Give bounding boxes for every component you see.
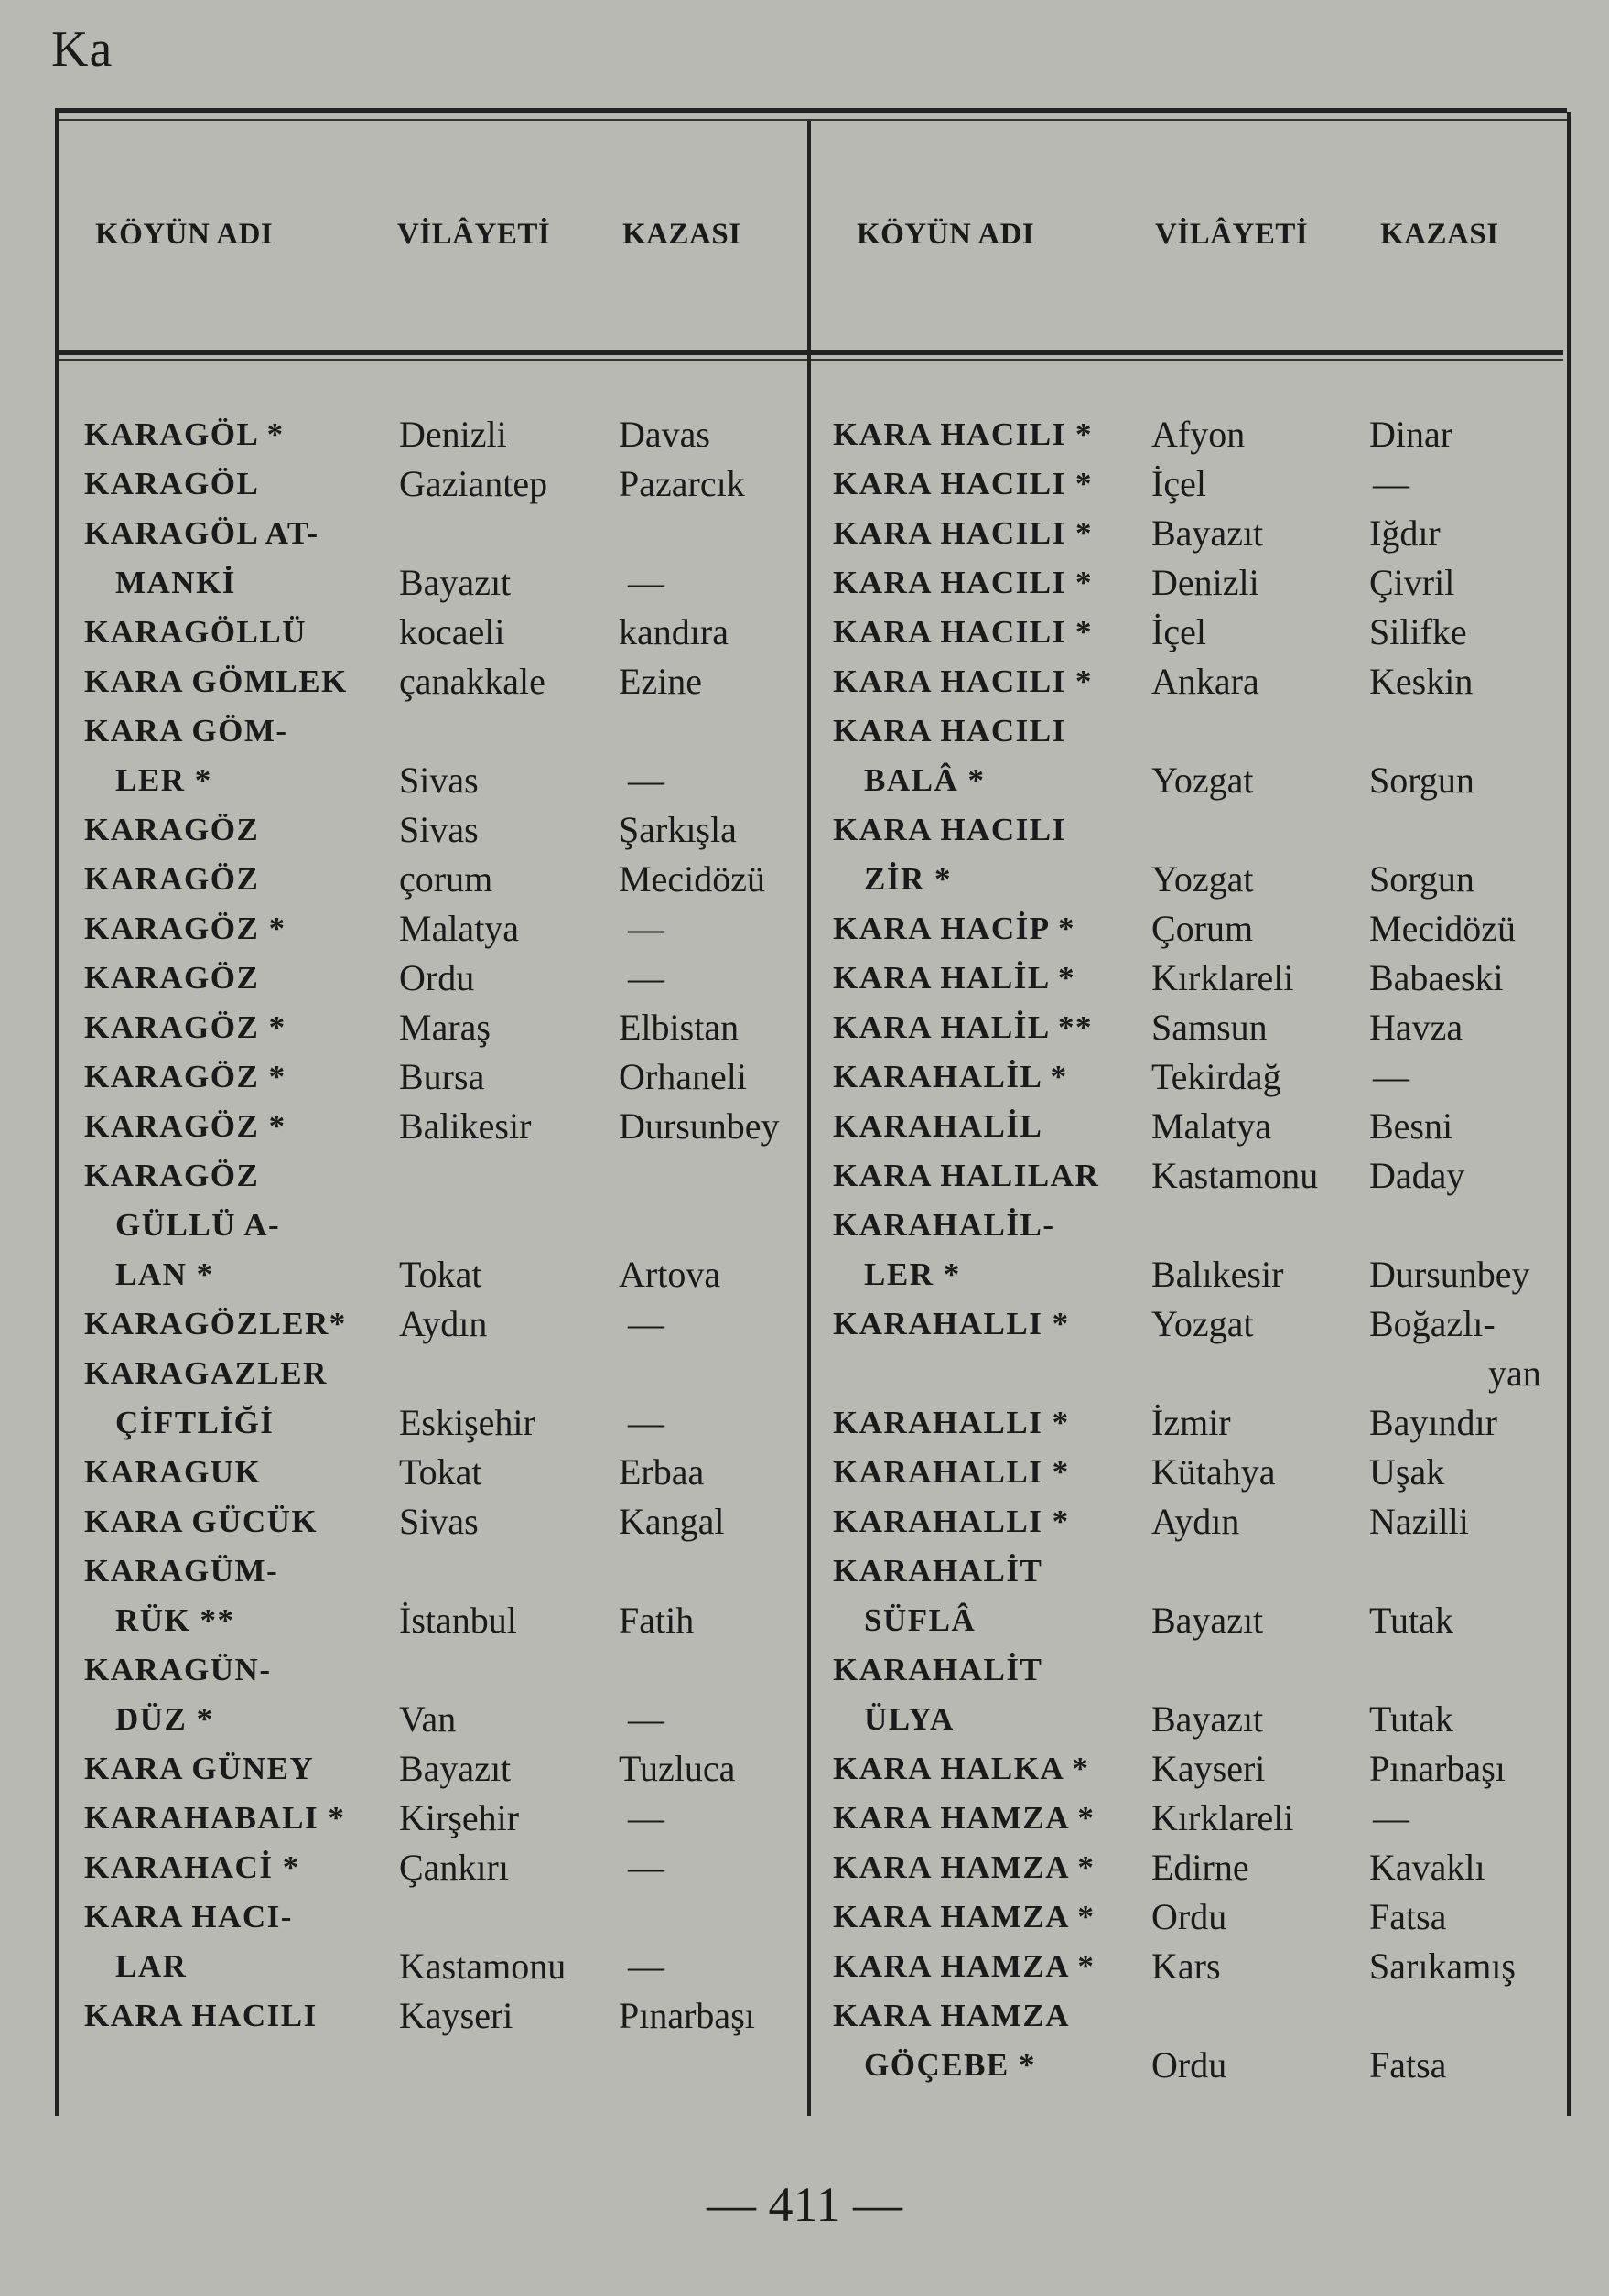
left-district: Pazarcık — [619, 463, 745, 504]
right-village-name-line: BALÂ * — [864, 762, 986, 798]
right-district: Dursunbey — [1369, 1254, 1530, 1295]
right-village-name-line: ZİR * — [864, 861, 952, 897]
left-province: Aydın — [399, 1303, 488, 1344]
header-right-vilayet: VİLÂYETİ — [1155, 218, 1309, 251]
right-village-name-line: KARA HACILI * — [833, 515, 1093, 551]
right-village-name — [833, 657, 1093, 706]
right-village-name-line: KARA HACILI * — [833, 416, 1093, 452]
header-right-kaza: KAZASI — [1380, 218, 1499, 251]
left-village-name-line: ÇİFTLİĞİ — [115, 1405, 275, 1440]
right-district: — — [1373, 463, 1409, 504]
left-district: — — [628, 1946, 664, 1987]
right-village-name-line: KARA HACILI — [833, 713, 1066, 749]
header-right-koy: KÖYÜN ADI — [857, 218, 1035, 251]
left-village-name — [84, 1448, 261, 1497]
right-village-name-line: KARA HALILAR — [833, 1158, 1100, 1193]
right-province: Kırklareli — [1151, 1797, 1294, 1838]
right-village-name-line: KARA HACİP * — [833, 911, 1075, 946]
right-village-name — [833, 410, 1093, 459]
left-province: Gaziantep — [399, 463, 548, 504]
left-district: Kangal — [619, 1501, 725, 1542]
right-province: Kayseri — [1151, 1748, 1266, 1789]
right-village-name — [833, 1547, 1042, 1645]
left-village-name-line: KARAGÖZ * — [84, 1059, 286, 1094]
left-village-name — [84, 410, 285, 459]
right-province: Yozgat — [1151, 1303, 1254, 1344]
left-district: — — [628, 1402, 664, 1443]
left-village-name-line: LAR — [115, 1948, 188, 1984]
left-village-name-line: KARA GÜCÜK — [84, 1504, 319, 1539]
left-district: Elbistan — [619, 1007, 740, 1048]
right-province: Ordu — [1151, 2044, 1227, 2086]
left-district: Davas — [619, 414, 710, 455]
right-village-name — [833, 459, 1093, 509]
right-district: Kavaklı — [1369, 1847, 1485, 1888]
right-district: Tutak — [1369, 1698, 1453, 1740]
left-village-name — [84, 1744, 314, 1794]
left-village-name-line: KARA GÜNEY — [84, 1751, 315, 1786]
left-district: kandıra — [619, 611, 729, 652]
left-province: kocaeli — [399, 611, 505, 652]
left-village-name-line: KARAGÜM- — [84, 1553, 279, 1589]
right-province: Kırklareli — [1151, 957, 1294, 998]
right-village-name-line: KARAHALLI * — [833, 1454, 1070, 1490]
left-district: Erbaa — [619, 1451, 705, 1493]
left-province: Sivas — [399, 1501, 479, 1542]
left-village-name-line: KARAHACİ * — [84, 1849, 300, 1885]
right-district: Babaeski — [1369, 957, 1504, 998]
header-rule — [59, 350, 1563, 355]
left-province: Kayseri — [399, 1995, 513, 2036]
right-province: Ankara — [1151, 661, 1259, 702]
left-village-name — [84, 1102, 286, 1151]
left-village-name-line: KARAGÖZ * — [84, 1108, 286, 1144]
left-province: çanakkale — [399, 661, 545, 702]
right-province: Bayazıt — [1151, 512, 1264, 554]
right-village-name — [833, 1497, 1070, 1547]
right-village-name-line: KARAHALİT — [833, 1553, 1043, 1589]
left-village-name-line: KARAGUK — [84, 1454, 262, 1490]
left-village-name-line: KARAGÖL * — [84, 416, 285, 452]
left-village-name-line: GÜLLÜ A- — [115, 1207, 281, 1243]
right-province: Ordu — [1151, 1896, 1227, 1937]
right-village-name-line: KARAHALİT — [833, 1652, 1043, 1687]
left-village-name — [84, 1892, 293, 1991]
right-province: Kars — [1151, 1946, 1221, 1987]
right-village-name-line: KARAHALLI * — [833, 1504, 1070, 1539]
right-district: Dinar — [1369, 414, 1453, 455]
left-village-name — [84, 1003, 286, 1052]
right-village-name — [833, 1744, 1090, 1794]
right-province: İzmir — [1151, 1402, 1231, 1443]
left-village-name-line: KARAGÖZ — [84, 960, 260, 996]
left-district: Tuzluca — [619, 1748, 736, 1789]
right-district: yan — [1488, 1353, 1541, 1394]
left-district: Mecidözü — [619, 858, 765, 900]
right-village-name — [833, 706, 1066, 805]
right-village-name-line: KARAHALİL — [833, 1108, 1043, 1144]
left-province: çorum — [399, 858, 493, 900]
left-village-name-line: KARAGÖZ * — [84, 1009, 286, 1045]
right-district: Iğdır — [1369, 512, 1441, 554]
right-village-name-line: KARA HACILI * — [833, 663, 1093, 699]
right-village-name-line: KARAHALİL * — [833, 1059, 1068, 1094]
right-province: Balıkesir — [1151, 1254, 1284, 1295]
left-village-name — [84, 805, 259, 855]
right-district: Fatsa — [1369, 1896, 1447, 1937]
right-village-name-line: KARA HACILI * — [833, 466, 1093, 501]
left-village-name-line: DÜZ * — [115, 1701, 214, 1737]
right-village-name — [833, 954, 1075, 1003]
right-village-name-line: KARA HAMZA * — [833, 1800, 1096, 1836]
left-district: Şarkışla — [619, 809, 737, 850]
right-province: Kütahya — [1151, 1451, 1276, 1493]
right-province: Bayazıt — [1151, 1698, 1264, 1740]
left-province: Eskişehir — [399, 1402, 535, 1443]
left-village-name-line: RÜK ** — [115, 1602, 235, 1638]
left-village-name-line: KARAGÖL — [84, 466, 260, 501]
left-village-name-line: KARAGÜN- — [84, 1652, 272, 1687]
right-village-name — [833, 1102, 1042, 1151]
right-village-name — [833, 1052, 1068, 1102]
right-village-name-line: KARA HAMZA * — [833, 1899, 1096, 1935]
right-district: Çivril — [1369, 562, 1455, 603]
right-village-name-line: KARA HALİL * — [833, 960, 1075, 996]
left-village-name-line: KARAGÖZ * — [84, 911, 286, 946]
left-province: Ordu — [399, 957, 475, 998]
left-district: — — [628, 1303, 664, 1344]
right-district: Sorgun — [1369, 858, 1474, 900]
left-province: İstanbul — [399, 1600, 517, 1641]
right-village-name — [833, 1151, 1099, 1201]
right-village-name-line: KARA HACILI * — [833, 614, 1093, 650]
left-village-name-line: LER * — [115, 762, 212, 798]
left-village-name-line: KARAGÖL AT- — [84, 515, 319, 551]
left-district: Dursunbey — [619, 1105, 780, 1147]
left-province: Denizli — [399, 414, 507, 455]
right-province: Malatya — [1151, 1105, 1272, 1147]
right-province: İçel — [1151, 463, 1206, 504]
left-province: Maraş — [399, 1007, 491, 1048]
left-district: Orhaneli — [619, 1056, 747, 1097]
right-village-name — [833, 1942, 1095, 1991]
right-province: Kastamonu — [1151, 1155, 1319, 1196]
right-province: Denizli — [1151, 562, 1259, 603]
left-district: — — [628, 1847, 664, 1888]
right-village-name — [833, 1448, 1070, 1497]
right-province: Afyon — [1151, 414, 1246, 455]
left-province: Sivas — [399, 809, 479, 850]
left-district: Ezine — [619, 661, 703, 702]
left-province: Tokat — [399, 1451, 482, 1493]
right-district: Boğazlı- — [1369, 1303, 1496, 1344]
left-village-name — [84, 1151, 280, 1299]
header-left-koy: KÖYÜN ADI — [95, 218, 274, 251]
left-village-name — [84, 1299, 347, 1349]
left-village-name — [84, 904, 286, 954]
left-village-name-line: MANKİ — [115, 565, 236, 600]
right-district: Daday — [1369, 1155, 1465, 1196]
right-village-name-line: KARA HAMZA * — [833, 1948, 1096, 1984]
right-village-name — [833, 1892, 1095, 1942]
left-village-name-line: KARAGÖZLER* — [84, 1306, 347, 1342]
left-province: Bursa — [399, 1056, 485, 1097]
right-district: Sorgun — [1369, 760, 1474, 801]
right-village-name-line: KARAHALLI * — [833, 1306, 1070, 1342]
right-village-name-line: KARA HALKA * — [833, 1751, 1090, 1786]
left-village-name-line: KARA HACI- — [84, 1899, 293, 1935]
right-province: Aydın — [1151, 1501, 1240, 1542]
left-district: — — [628, 562, 664, 603]
left-village-name — [84, 1794, 345, 1843]
left-village-name — [84, 1645, 271, 1744]
column-divider — [807, 121, 811, 2116]
left-village-name — [84, 459, 259, 509]
left-village-name-line: KARAGÖZ — [84, 812, 260, 847]
left-province: Sivas — [399, 760, 479, 801]
left-district: — — [628, 957, 664, 998]
right-province: İçel — [1151, 611, 1206, 652]
right-village-name-line: KARA HACILI — [833, 812, 1066, 847]
left-district: — — [628, 1698, 664, 1740]
right-province: Samsun — [1151, 1007, 1268, 1048]
left-district: — — [628, 760, 664, 801]
right-province: Yozgat — [1151, 858, 1254, 900]
right-village-name — [833, 1843, 1095, 1892]
right-village-name-line: KARA HALİL ** — [833, 1009, 1093, 1045]
left-district: — — [628, 1797, 664, 1838]
left-district: Fatih — [619, 1600, 695, 1641]
right-village-name — [833, 1991, 1070, 2090]
left-village-name — [84, 1349, 328, 1448]
left-village-name-line: KARA HACILI — [84, 1998, 318, 2033]
right-village-name — [833, 1299, 1070, 1349]
right-village-name — [833, 805, 1066, 904]
right-district: Nazilli — [1369, 1501, 1469, 1542]
right-village-name-line: ÜLYA — [864, 1701, 955, 1737]
left-village-name-line: KARAGAZLER — [84, 1355, 328, 1391]
left-district: Pınarbaşı — [619, 1995, 755, 2036]
left-village-name-line: KARAGÖLLÜ — [84, 614, 307, 650]
left-village-name — [84, 1991, 318, 2041]
left-village-name — [84, 1843, 300, 1892]
left-province: Çankırı — [399, 1847, 509, 1888]
right-village-name-line: GÖÇEBE * — [864, 2047, 1037, 2083]
right-village-name — [833, 1201, 1055, 1299]
right-district: Uşak — [1369, 1451, 1445, 1493]
left-province: Balikesir — [399, 1105, 532, 1147]
left-village-name-line: KARA GÖMLEK — [84, 663, 348, 699]
right-village-name — [833, 1003, 1093, 1052]
header-left-kaza: KAZASI — [622, 218, 741, 251]
right-district: Pınarbaşı — [1369, 1748, 1506, 1789]
right-village-name — [833, 509, 1093, 558]
right-province: Bayazıt — [1151, 1600, 1264, 1641]
left-village-name-line: KARAHABALI * — [84, 1800, 346, 1836]
right-province: Çorum — [1151, 908, 1254, 949]
left-province: Tokat — [399, 1254, 482, 1295]
right-province: Edirne — [1151, 1847, 1249, 1888]
left-village-name — [84, 608, 307, 657]
right-district: Silifke — [1369, 611, 1467, 652]
left-district: Artova — [619, 1254, 721, 1295]
left-village-name — [84, 509, 319, 608]
right-district: Tutak — [1369, 1600, 1453, 1641]
right-province: Yozgat — [1151, 760, 1254, 801]
right-district: Mecidözü — [1369, 908, 1516, 949]
left-village-name-line: KARAGÖZ — [84, 1158, 260, 1193]
left-village-name — [84, 1497, 318, 1547]
left-province: Kastamonu — [399, 1946, 567, 1987]
right-village-name-line: KARA HACILI * — [833, 565, 1093, 600]
left-province: Van — [399, 1698, 457, 1740]
header-left-vilayet: VİLÂYETİ — [397, 218, 551, 251]
right-village-name — [833, 904, 1075, 954]
right-district: Besni — [1369, 1105, 1453, 1147]
left-province: Kirşehir — [399, 1797, 520, 1838]
left-village-name — [84, 657, 348, 706]
right-district: Fatsa — [1369, 2044, 1447, 2086]
right-village-name-line: KARAHALİL- — [833, 1207, 1055, 1243]
right-district: — — [1373, 1056, 1409, 1097]
right-village-name — [833, 608, 1093, 657]
right-village-name — [833, 1398, 1070, 1448]
right-village-name-line: KARAHALLI * — [833, 1405, 1070, 1440]
header-rule-thin — [59, 359, 1563, 361]
right-village-name-line: KARA HAMZA * — [833, 1849, 1096, 1885]
page-section-label: Ka — [51, 21, 113, 78]
right-village-name-line: SÜFLÂ — [864, 1602, 977, 1638]
left-village-name-line: KARAGÖZ — [84, 861, 260, 897]
page-number: — 411 — — [707, 2177, 902, 2232]
left-village-name — [84, 1052, 286, 1102]
left-village-name — [84, 954, 259, 1003]
left-district: — — [628, 908, 664, 949]
left-village-name-line: KARA GÖM- — [84, 713, 288, 749]
right-village-name — [833, 1794, 1095, 1843]
right-district: Bayındır — [1369, 1402, 1497, 1443]
right-village-name-line: KARA HAMZA — [833, 1998, 1071, 2033]
right-province: Tekirdağ — [1151, 1056, 1281, 1097]
right-village-name-line: LER * — [864, 1256, 961, 1292]
right-district: Havza — [1369, 1007, 1463, 1048]
left-province: Malatya — [399, 908, 520, 949]
left-province: Bayazıt — [399, 562, 512, 603]
left-village-name — [84, 855, 259, 904]
right-district: — — [1373, 1797, 1409, 1838]
left-village-name — [84, 1547, 278, 1645]
left-village-name — [84, 706, 288, 805]
left-village-name-line: LAN * — [115, 1256, 214, 1292]
right-district: Keskin — [1369, 661, 1474, 702]
right-village-name — [833, 1645, 1042, 1744]
left-province: Bayazıt — [399, 1748, 512, 1789]
right-district: Sarıkamış — [1369, 1946, 1516, 1987]
right-village-name — [833, 558, 1093, 608]
